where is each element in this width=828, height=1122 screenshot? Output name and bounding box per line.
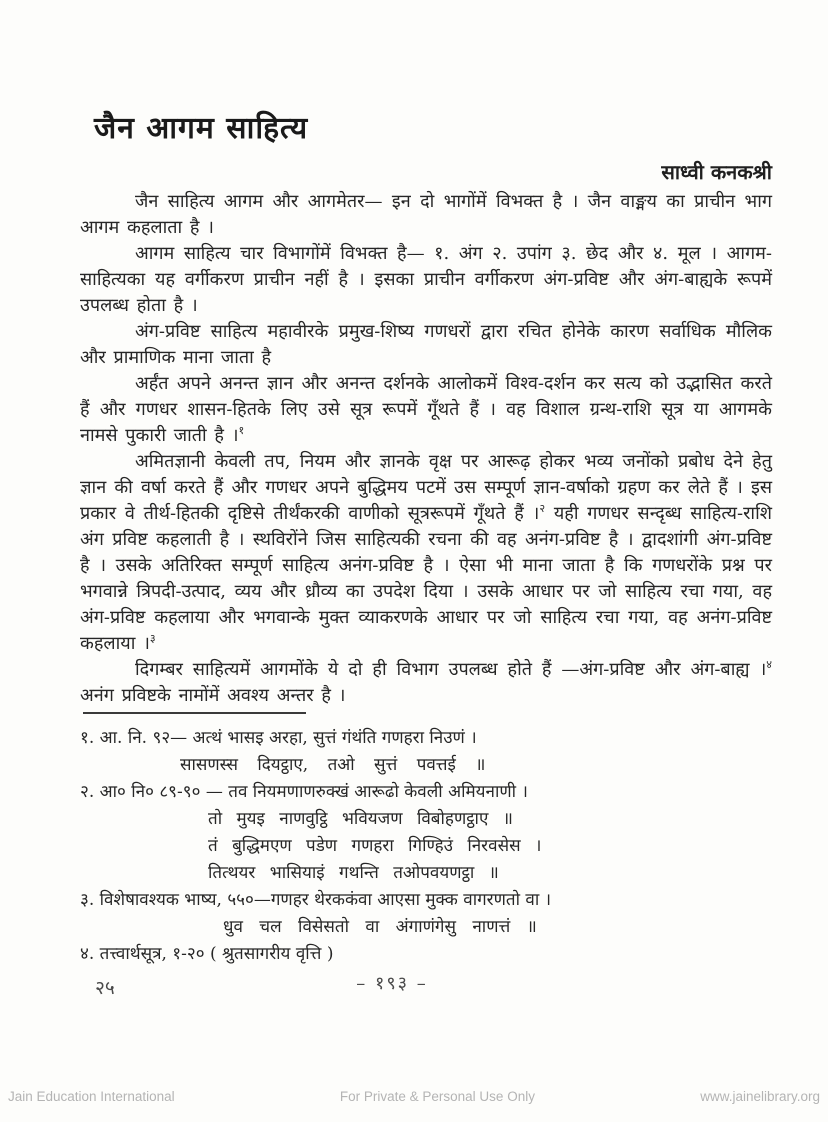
paragraph — [80, 319, 772, 371]
footnote-line: १. आ. नि. ९२— अत्थं भासइ अरहा, सुत्तं गंथंति गणहरा निउणं । — [80, 728, 477, 748]
scan-footer — [0, 1089, 828, 1104]
page-number: – १९३ – — [356, 973, 428, 994]
footnote-marker: ३ — [149, 632, 156, 645]
paragraph-text: दिगम्बर साहित्यमें आगमोंके ये दो ही विभाग उपलब्ध होते हैं —अंग-प्रविष्ट और अंग-बाह्य । — [135, 659, 767, 680]
paragraph — [80, 189, 772, 241]
paragraph-text: आगम साहित्य चार विभागोंमें विभक्त है— १. अंग २. उपांग ३. छेद और ४. मूल । आगम-साहित्यका यह वर्गीकरण प्राचीन नहीं है । इसका प्राचीन वर्गीकरण अंग-प्रविष्ट और अंग-बाह्यके रूपमें उपलब्ध होता है । — [80, 243, 772, 316]
paragraph — [80, 657, 772, 709]
footnote-marker: १ — [238, 424, 245, 437]
paragraph-text: अर्हंत अपने अनन्त ज्ञान और अनन्त दर्शनके आलोकमें विश्व-दर्शन कर सत्य को उद्भासित करते हैं और गणधर शासन-हितके लिए उसे सूत्र रूपमें गूँथते हैं । वह विशाल ग्रन्थ-राशि सूत्र या आगमके नामसे पुकारी जाती है । — [80, 373, 772, 446]
footnote-line: ३. विशेषावश्यक भाष्य, ५५०—गणहर थेरककंवा आएसा मुक्क वागरणतो वा । — [80, 890, 552, 910]
paragraph-text: अनंग प्रविष्टके नामोंमें अवश्य अन्तर है । — [80, 685, 346, 706]
paragraph — [80, 241, 772, 319]
footnote-line: धुव चल विसेसतो वा अंगाणंगेसु नाणत्तं ॥ — [223, 917, 537, 937]
paragraph-text: अमितज्ञानी केवली तप, नियम और ज्ञानके वृक्ष पर आरूढ़ होकर भव्य जनोंको प्रबोध देने हेतु ज्ञान की वर्षा करते हैं और गणधर अपने बुद्धिमय पटमें उस सम्पूर्ण ज्ञान-वर्षाको ग्रहण कर लेते हैं । इस प्रकार वे तीर्थ-हितकी दृष्टिसे तीर्थंकरकी वाणीको सूत्ररूपमें गूँथते हैं । — [80, 451, 772, 524]
footnote-line: सासणस्स दियट्ठाए, तओ सुत्तं पवत्तई ॥ — [180, 755, 486, 775]
page-title: जैन आगम साहित्य — [94, 111, 309, 146]
scan-footer-right: www.jainelibrary.org — [700, 1089, 820, 1104]
scan-footer-center: For Private & Personal Use Only — [339, 1089, 535, 1104]
footnote-marker: ४ — [766, 658, 772, 671]
footnotes — [80, 725, 772, 968]
paragraph — [80, 449, 772, 657]
paragraph-text: जैन साहित्य आगम और आगमेतर— इन दो भागोंमें विभक्त है । जैन वाङ्मय का प्राचीन भाग आगम कहलाता है । — [80, 191, 772, 238]
paragraph-text: अंग-प्रविष्ट साहित्य महावीरके प्रमुख-शिष्य गणधरों द्वारा रचित होनेके कारण सर्वाधिक मौलिक और प्रामाणिक माना जाता है — [80, 321, 772, 368]
paragraph — [80, 371, 772, 449]
paragraph-text: यही गणधर सन्दृब्ध साहित्य-राशि अंग प्रविष्ट कहलाती है । स्थविरोंने जिस साहित्यकी रचना की वह अनंग-प्रविष्ट है । द्वादशांगी अंग-प्रविष्ट है । उसके अतिरिक्त सम्पूर्ण साहित्य अनंग-प्रविष्ट है । ऐसा भी माना जाता है कि गणधरोंके प्रश्न पर भगवान्ने त्रिपदी-उत्पाद, व्यय और ध्रौव्य का उपदेश दिया । उसके आधार पर जो साहित्य रचा गया, वह अंग-प्रविष्ट कहलाया और भगवान्के मुक्त व्याकरणके आधार पर जो साहित्य रचा गया, वह अनंग-प्रविष्ट कहलाया । — [80, 503, 772, 654]
footnote-line: तो मुयइ नाणवुट्ठि भवियजण विबोहणट्ठाए ॥ — [208, 809, 513, 829]
footnote-line: तं बुद्धिमएण पडेण गणहरा गिण्हिउं निरवसेस । — [208, 836, 542, 856]
scan-footer-left: Jain Education International — [8, 1089, 175, 1104]
footnote-marker: २ — [539, 502, 546, 515]
footnote-separator — [83, 712, 306, 714]
footnote-line: २. आ० नि० ८९-९० — तव नियमणाणरुक्खं आरूढो केवली अमियनाणी । — [80, 782, 528, 802]
footnote-line: तित्थयर भासियाइं गथन्ति तओपवयणट्ठा ॥ — [208, 863, 499, 883]
author-name: साध्वी कनकश्री — [661, 160, 772, 184]
body-paragraphs — [80, 189, 772, 709]
chapter-number: २५ — [95, 977, 115, 999]
footnote-line: ४. तत्त्वार्थसूत्र, १-२० ( श्रुतसागरीय वृत्ति ) — [80, 944, 334, 964]
